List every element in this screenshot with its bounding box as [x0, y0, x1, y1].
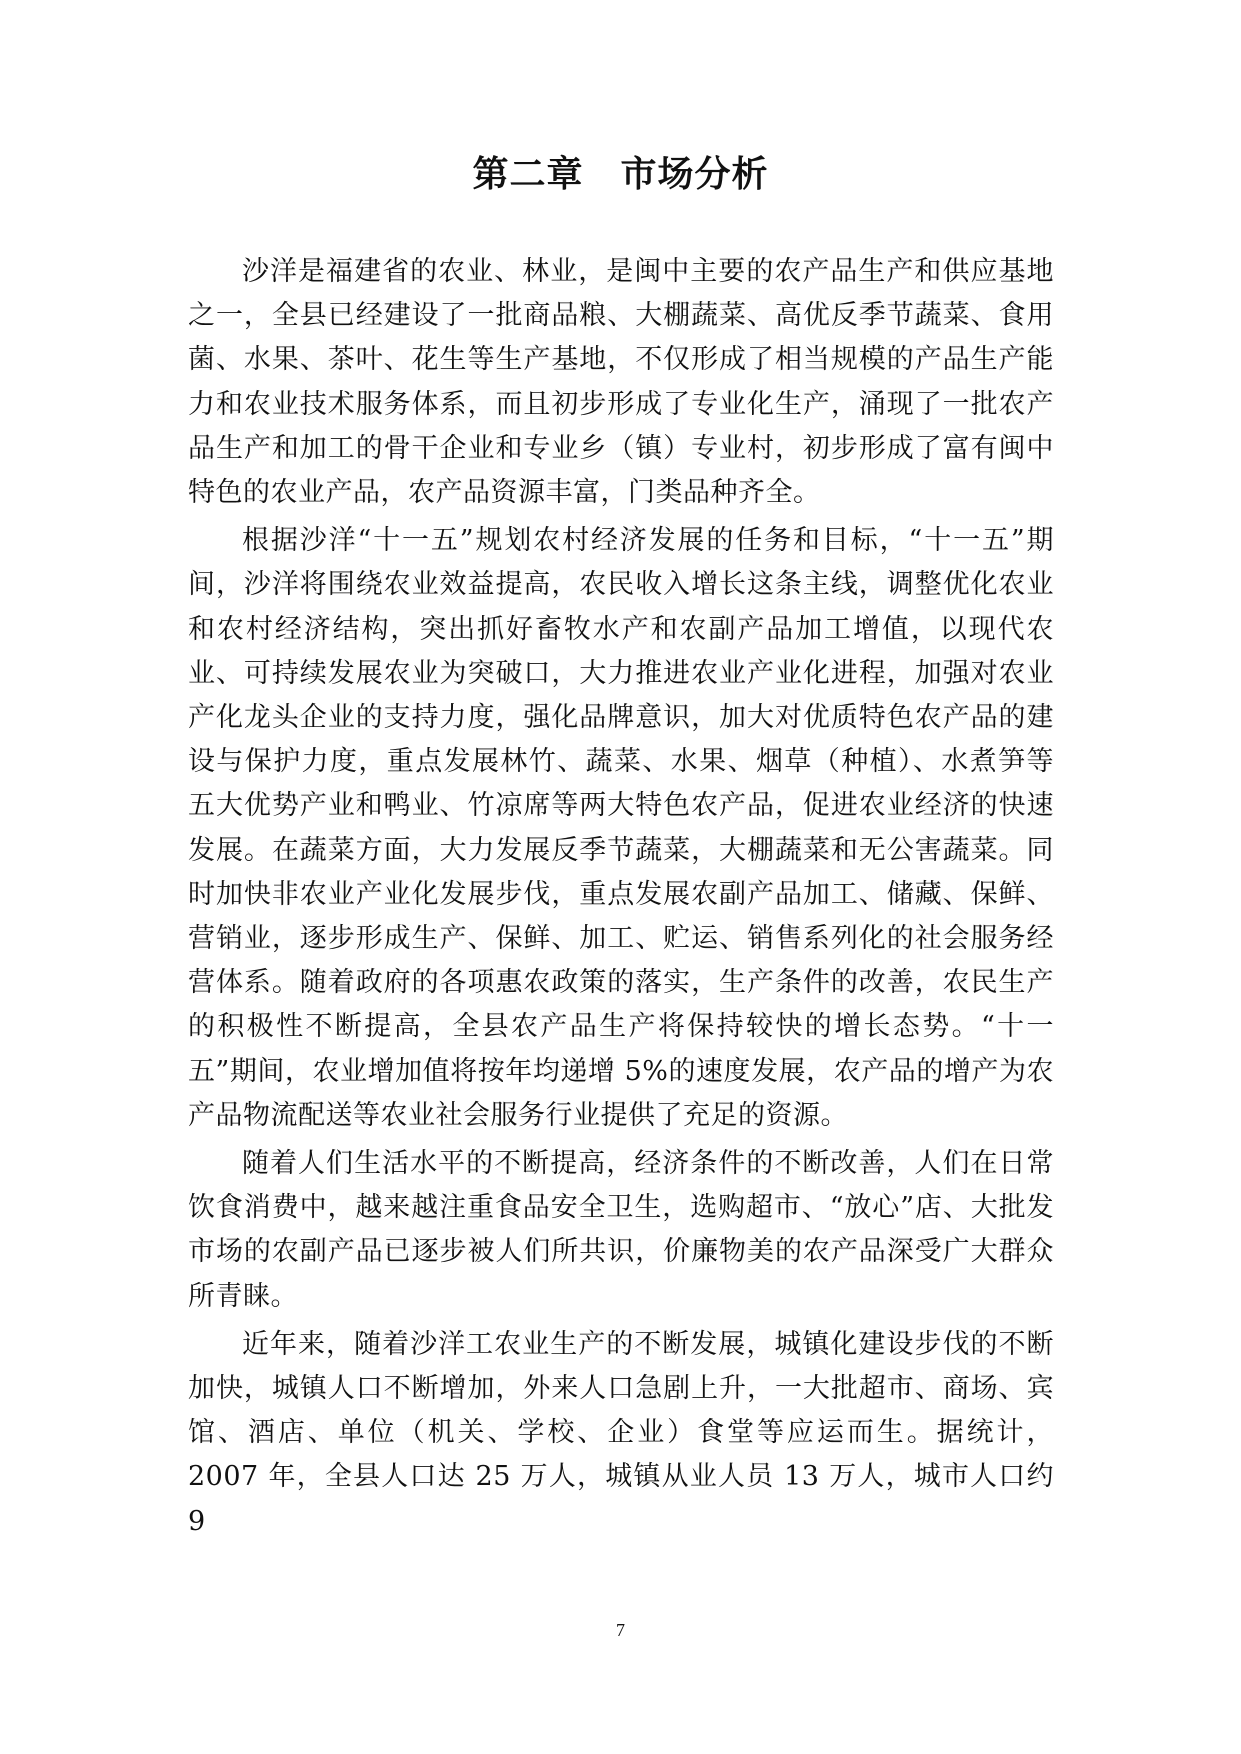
- paragraph: 随着人们生活水平的不断提高，经济条件的不断改善，人们在日常饮食消费中，越来越注重食品安全卫生，选购超市、“放心”店、大批发市场的农副产品已逐步被人们所共识，价廉物美的农产品深受广大群众所青睐。: [188, 1148, 1054, 1312]
- chapter-title: 第二章 市场分析: [472, 154, 769, 195]
- paragraph: 近年来，随着沙洋工农业生产的不断发展，城镇化建设步伐的不断加快，城镇人口不断增加，外来人口急剧上升，一大批超市、商场、宾馆、酒店、单位（机关、学校、企业）食堂等应运而生。据统计，2007 年，全县人口达 25 万人，城镇从业人员 13 万人，城市人口约 9: [188, 1328, 1054, 1537]
- paragraph: 根据沙洋“十一五”规划农村经济发展的任务和目标，“十一五”期间，沙洋将围绕农业效益提高，农民收入增长这条主线，调整优化农业和农村经济结构，突出抓好畜牧水产和农副产品加工增值，以现代农业、可持续发展农业为突破口，大力推进农业产业化进程，加强对农业产化龙头企业的支持力度，强化品牌意识，加大对优质特色农产品的建设与保护力度，重点发展林竹、蔬菜、水果、烟草（种植）、水煮笋等五大优势产业和鸭业、竹凉席等两大特色农产品，促进农业经济的快速发展。在蔬菜方面，大力发展反季节蔬菜，大棚蔬菜和无公害蔬菜。同时加快非农业产业化发展步伐，重点发展农副产品加工、储藏、保鲜、营销业，逐步形成生产、保鲜、加工、贮运、销售系列化的社会服务经营体系。随着政府的各项惠农政策的落实，生产条件的改善，农民生产的积极性不断提高，全县农产品生产将保持较快的增长态势。“十一五”期间，农业增加值将按年均递增 5%的速度发展，农产品的增产为农产品物流配送等农业社会服务行业提供了充足的资源。: [188, 525, 1054, 1131]
- page-number: 7: [616, 1620, 625, 1640]
- body-text: [188, 250, 1054, 1548]
- paragraph: 沙洋是福建省的农业、林业，是闽中主要的农产品生产和供应基地之一，全县已经建设了一批商品粮、大棚蔬菜、高优反季节蔬菜、食用菌、水果、茶叶、花生等生产基地，不仅形成了相当规模的产品生产能力和农业技术服务体系，而且初步形成了专业化生产，涌现了一批农产品生产和加工的骨干企业和专业乡（镇）专业村，初步形成了富有闽中特色的农业产品，农产品资源丰富，门类品种齐全。: [188, 256, 1054, 509]
